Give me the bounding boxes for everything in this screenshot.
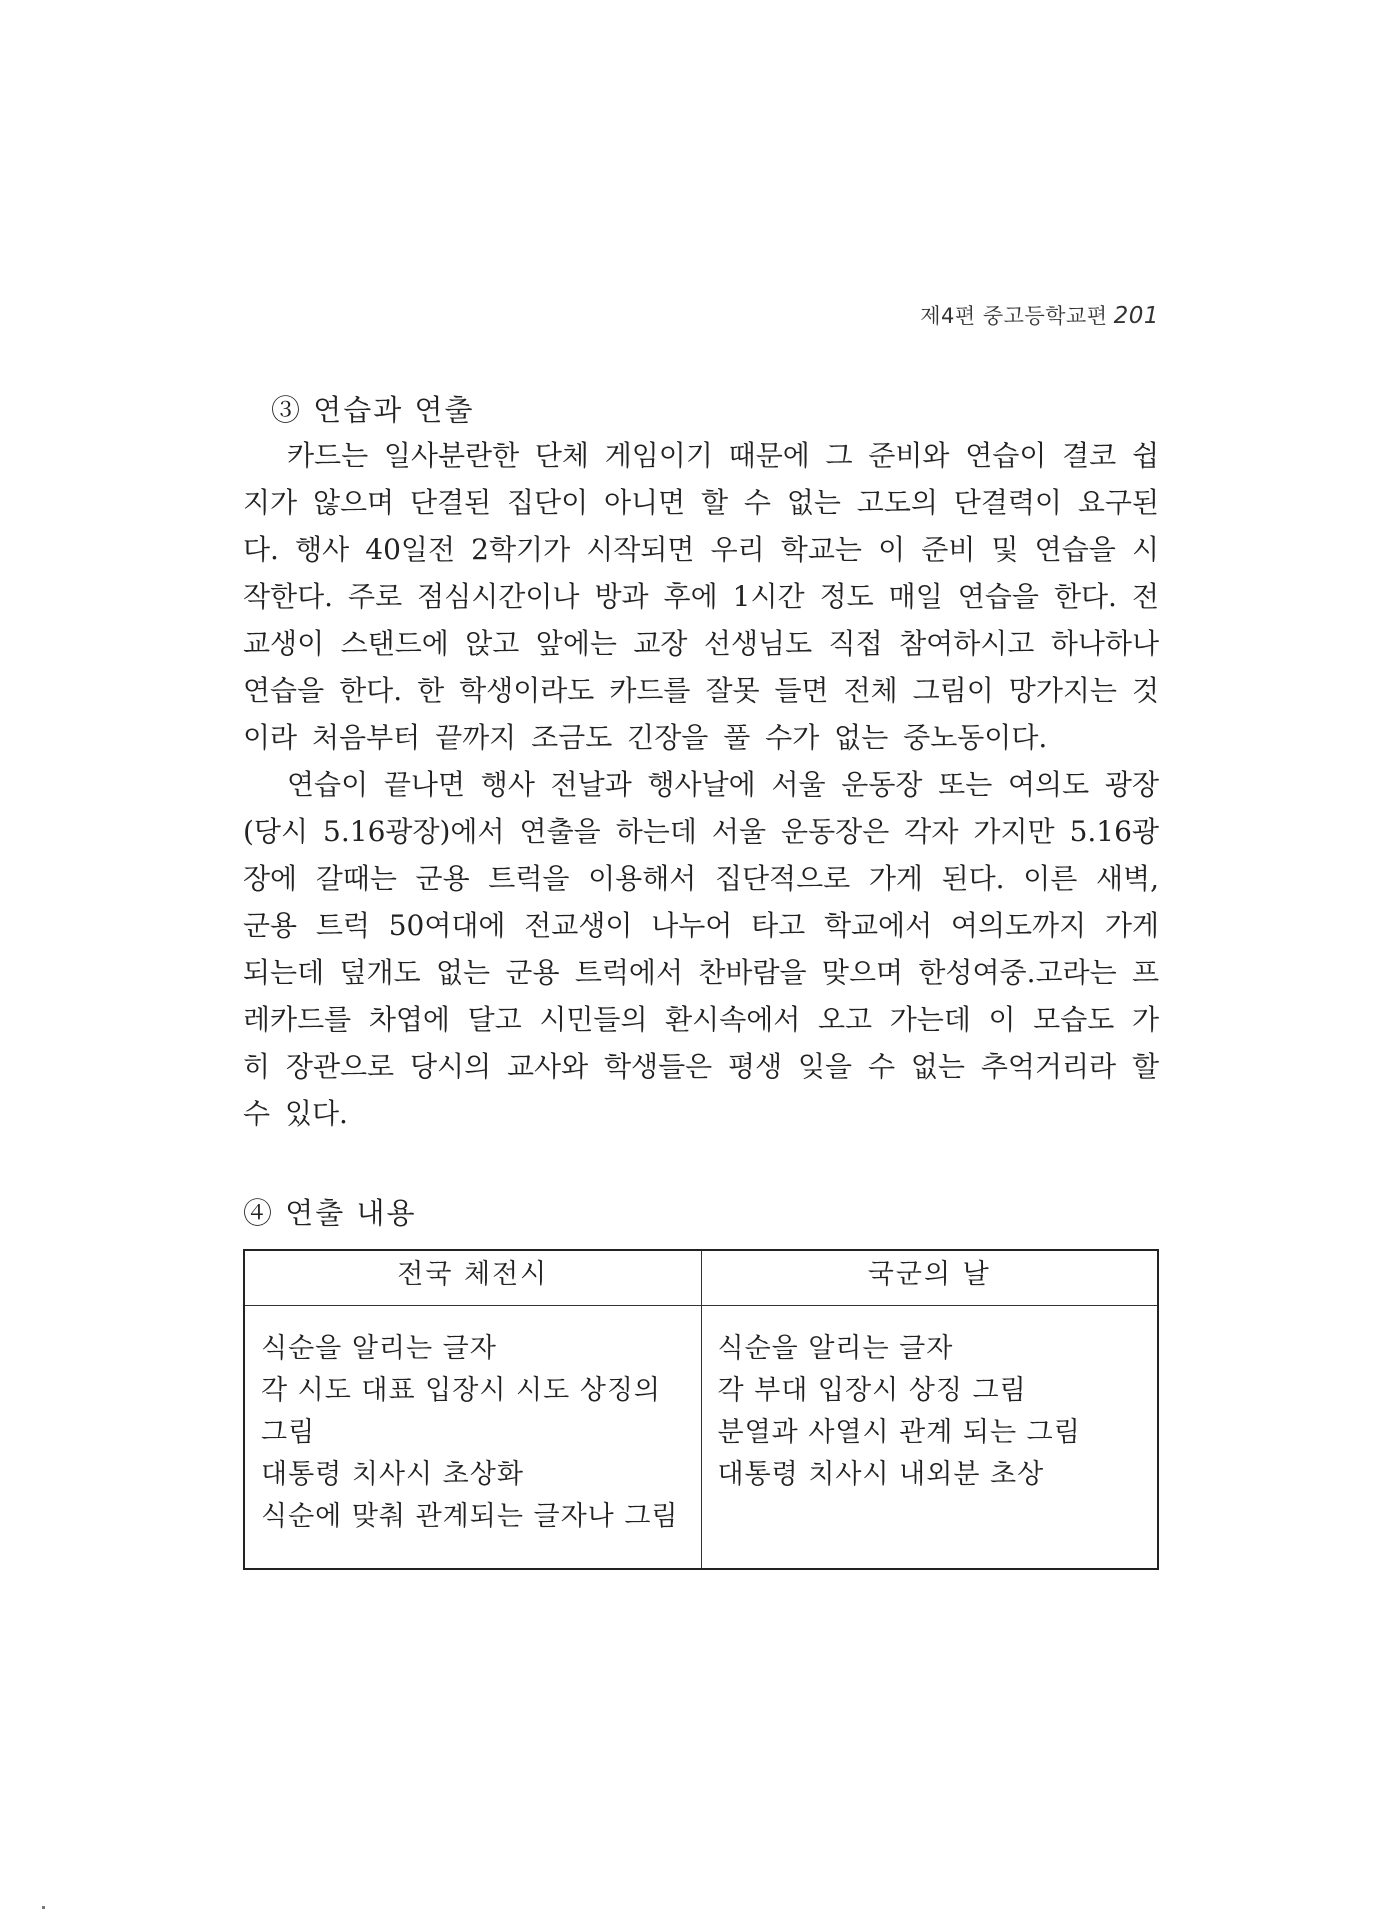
page-number: 201 bbox=[1113, 303, 1159, 329]
cell-line: 그림 bbox=[261, 1417, 316, 1448]
scan-artifact bbox=[42, 1906, 45, 1909]
page-body bbox=[243, 388, 1159, 1570]
table-cell-armed-forces-day bbox=[701, 1306, 1158, 1570]
section-heading-contents: ④ 연출 내용 bbox=[243, 1196, 417, 1230]
section-heading-practice: ③ 연습과 연출 bbox=[271, 393, 475, 427]
section-spacer bbox=[243, 1137, 1159, 1191]
table-cell-national-sports bbox=[244, 1306, 701, 1570]
table-header-row bbox=[244, 1250, 1158, 1306]
cell-line: 식순에 맞춰 관계되는 글자나 그림 bbox=[261, 1501, 679, 1532]
cell-line: 식순을 알리는 글자 bbox=[261, 1333, 497, 1364]
cell-line: 분열과 사열시 관계 되는 그림 bbox=[717, 1417, 1081, 1448]
cell-line: 각 시도 대표 입장시 시도 상징의 bbox=[261, 1375, 661, 1406]
cell-line: 대통령 치사시 내외분 초상 bbox=[717, 1459, 1045, 1490]
paragraph-practice: 카드는 일사분란한 단체 게임이기 때문에 그 준비와 연습이 결코 쉽지가 않으며 단결된 집단이 아니면 할 수 없는 고도의 단결력이 요구된다. 행사 40일전 2학기가 시작되면 우리 학교는 이 준비 및 연습을 시작한다. 주로 점심시간이나 방과 후에 1시간 정도 매일 연습을 한다. 전교생이 스탠드에 앉고 앞에는 교장 선생님도 직접 참여하시고 하나하나 연습을 한다. 한 학생이라도 카드를 잘못 들면 전체 그림이 망가지는 것이라 처음부터 끝까지 조금도 긴장을 풀 수가 없는 중노동이다. bbox=[243, 439, 1159, 754]
table-row bbox=[244, 1306, 1158, 1570]
cell-line: 식순을 알리는 글자 bbox=[717, 1333, 954, 1364]
running-header bbox=[920, 300, 1159, 330]
header-section-title: 제4편 중고등학교편 bbox=[920, 304, 1108, 328]
paragraph-performance: 연습이 끝나면 행사 전날과 행사날에 서울 운동장 또는 여의도 광장(당시 5.16광장)에서 연출을 하는데 서울 운동장은 각자 가지만 5.16광장에 갈때는 군용 트럭을 이용해서 집단적으로 가게 된다. 이른 새벽, 군용 트럭 50여대에 전교생이 나누어 타고 학교에서 여의도까지 가게 되는데 덮개도 없는 군용 트럭에서 찬바람을 맞으며 한성여중.고라는 프레카드를 차엽에 달고 시민들의 환시속에서 오고 가는데 이 모습도 가히 장관으로 당시의 교사와 학생들은 평생 잊을 수 없는 추억거리라 할 수 있다. bbox=[243, 768, 1159, 1130]
table-header-armed-forces-day: 국군의 날 bbox=[701, 1250, 1158, 1306]
cell-line: 각 부대 입장시 상징 그림 bbox=[717, 1375, 1027, 1406]
table-header-national-sports: 전국 체전시 bbox=[244, 1250, 701, 1306]
cell-line: 대통령 치사시 초상화 bbox=[261, 1459, 524, 1490]
performance-contents-table bbox=[243, 1249, 1159, 1570]
